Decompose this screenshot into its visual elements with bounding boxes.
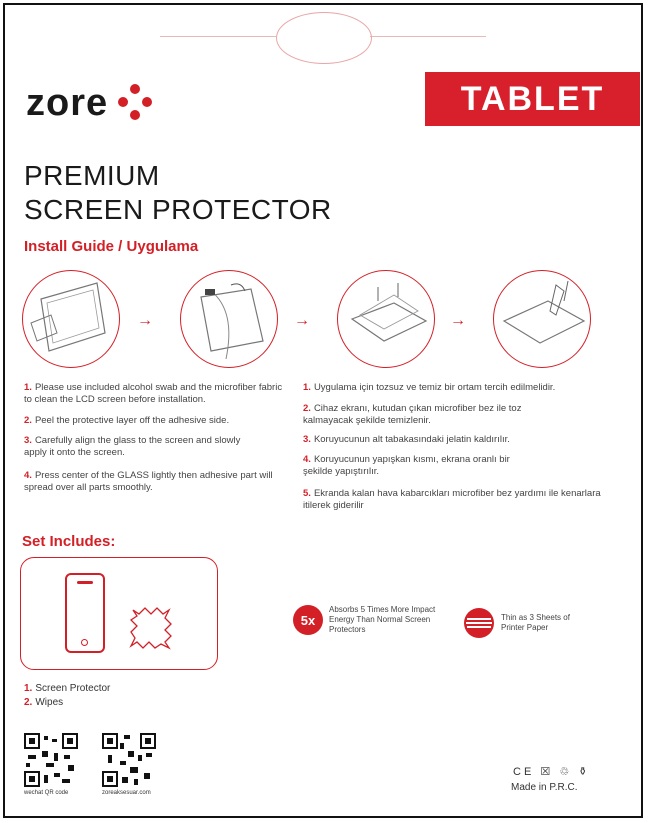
instruction-tr-4: 4. Koruyucunun yapışkan kısmı, ekrana oranlı bir şekilde yapıştırılır. <box>303 454 510 477</box>
wipe-icon <box>129 606 173 650</box>
product-title-line2: SCREEN PROTECTOR <box>24 194 332 225</box>
hang-guide-line <box>370 36 486 37</box>
website-qr-label: zoreaksesuar.com <box>102 790 151 796</box>
category-label: TABLET <box>460 79 605 118</box>
wechat-qr-label: wechat QR code <box>24 790 69 796</box>
brand-logo <box>26 82 154 125</box>
brand-name: zore <box>26 82 109 124</box>
instruction-tr-5: 5. Ekranda kalan hava kabarcıkları microfiber bez yardımı ile kenarlara itilerek giderilir <box>303 488 601 511</box>
instruction-en-2: 2. Peel the protective layer off the adhesive side. <box>24 415 230 426</box>
impact-feature-text: Absorbs 5 Times More Impact Energy Than Normal Screen Protectors <box>329 605 436 634</box>
instruction-en-1: 1. Please use included alcohol swab and the microfiber fabric to clean the LCD screen before installation. <box>24 382 283 405</box>
step-4-illustration <box>493 270 591 368</box>
peel-layer-icon <box>181 271 277 367</box>
instruction-en-4: 4. Press center of the GLASS lightly then adhesive part will spread over all parts smoothly. <box>24 470 273 493</box>
set-contents-box <box>20 557 218 670</box>
logo-dots-icon <box>118 84 154 124</box>
wechat-qr-code <box>24 733 78 787</box>
instruction-tr-3: 3. Koruyucunun alt tabakasındaki jelatin kaldırılır. <box>303 434 510 445</box>
category-banner <box>425 72 640 126</box>
set-items-list <box>24 682 110 710</box>
arrow-right-icon: → <box>137 312 153 329</box>
website-qr-code <box>102 733 156 787</box>
step-1-illustration <box>22 270 120 368</box>
impact-badge: 5x <box>293 605 323 635</box>
instruction-tr-2: 2. Cihaz ekranı, kutudan çıkan microfiber bez ile toz kalmayacak şekilde temizlenir. <box>303 403 522 426</box>
arrow-right-icon: → <box>450 312 466 329</box>
thin-feature-text: Thin as 3 Sheets of Printer Paper <box>501 613 570 632</box>
instruction-tr-1: 1. Uygulama için tozsuz ve temiz bir ortam tercih edilmelidir. <box>303 382 556 393</box>
screen-protector-icon <box>65 573 105 653</box>
install-guide-heading: Install Guide / Uygulama <box>24 238 199 255</box>
thin-feature <box>463 607 581 639</box>
certification-marks: CE ☒ ♲ ⚱ <box>513 766 591 778</box>
clean-screen-icon <box>23 271 119 367</box>
step-3-illustration <box>337 270 435 368</box>
hang-hole <box>276 12 372 64</box>
step-2-illustration <box>180 270 278 368</box>
made-in-label: Made in P.R.C. <box>511 782 578 793</box>
arrow-right-icon: → <box>294 312 310 329</box>
set-item: 1. Screen Protector <box>24 683 111 694</box>
set-includes-heading: Set Includes: <box>22 533 116 550</box>
thin-sheets-icon <box>463 607 495 639</box>
align-glass-icon <box>338 271 434 367</box>
press-center-icon <box>494 271 590 367</box>
impact-feature <box>293 605 444 635</box>
set-item: 2. Wipes <box>24 697 64 708</box>
hang-guide-line <box>160 36 276 37</box>
instruction-en-3: 3. Carefully align the glass to the screen and slowly apply it onto the screen. <box>24 435 241 458</box>
product-title-line1: PREMIUM <box>24 160 160 191</box>
